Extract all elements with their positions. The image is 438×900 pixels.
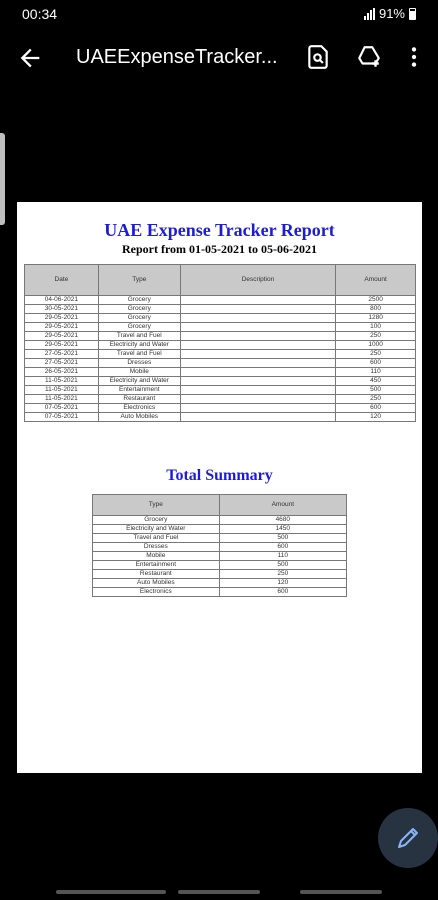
cell-amount: 250 (336, 350, 416, 359)
cell-type: Electricity and Water (93, 525, 220, 534)
cell-type: Electronics (93, 588, 220, 597)
status-indicators (364, 6, 416, 21)
cell-date: 26-05-2021 (25, 368, 99, 377)
cell-date: 27-05-2021 (25, 359, 99, 368)
scroll-handle[interactable] (0, 133, 5, 225)
column-header: Type (93, 495, 220, 516)
table-row (25, 314, 416, 323)
cell-type: Auto Mobiles (93, 579, 220, 588)
cell-description (180, 323, 335, 332)
cell-type: Dresses (98, 359, 180, 368)
status-bar (0, 0, 438, 30)
cell-date: 29-05-2021 (25, 341, 99, 350)
column-header: Type (98, 265, 180, 296)
cell-date: 07-05-2021 (25, 413, 99, 422)
edit-button[interactable] (378, 808, 438, 868)
table-row (25, 350, 416, 359)
find-in-page-icon[interactable] (305, 44, 331, 70)
table-row (25, 368, 416, 377)
table-row (25, 413, 416, 422)
table-row (93, 534, 347, 543)
cell-type: Grocery (98, 296, 180, 305)
cell-type: Mobile (93, 552, 220, 561)
cell-amount: 600 (336, 404, 416, 413)
cell-amount: 110 (219, 552, 346, 561)
cell-description (180, 332, 335, 341)
cell-amount: 4680 (219, 516, 346, 525)
cell-date: 11-05-2021 (25, 377, 99, 386)
cell-amount: 500 (219, 534, 346, 543)
more-vert-icon[interactable] (401, 44, 427, 70)
cell-date: 29-05-2021 (25, 323, 99, 332)
app-toolbar (0, 30, 438, 86)
table-row (93, 543, 347, 552)
cell-description (180, 404, 335, 413)
cell-amount: 800 (336, 305, 416, 314)
table-row (25, 359, 416, 368)
pdf-page (17, 202, 422, 773)
cell-amount: 110 (336, 368, 416, 377)
cell-type: Grocery (98, 305, 180, 314)
cell-amount: 1000 (336, 341, 416, 350)
cell-type: Restaurant (93, 570, 220, 579)
cell-description (180, 314, 335, 323)
table-row (93, 561, 347, 570)
table-row (25, 332, 416, 341)
cell-date: 27-05-2021 (25, 350, 99, 359)
cell-description (180, 305, 335, 314)
cell-type: Travel and Fuel (98, 332, 180, 341)
signal-icon (364, 8, 375, 20)
table-row (25, 404, 416, 413)
cell-amount: 120 (336, 413, 416, 422)
cell-type: Electricity and Water (98, 341, 180, 350)
cell-amount: 250 (219, 570, 346, 579)
status-time: 00:34 (22, 6, 58, 22)
cell-amount: 1280 (336, 314, 416, 323)
cell-date: 11-05-2021 (25, 395, 99, 404)
cell-amount: 120 (219, 579, 346, 588)
cell-type: Entertainment (98, 386, 180, 395)
cell-type: Electricity and Water (98, 377, 180, 386)
table-row (93, 588, 347, 597)
summary-title: Total Summary (166, 467, 273, 484)
cell-type: Dresses (93, 543, 220, 552)
cell-amount: 250 (336, 395, 416, 404)
table-row (25, 386, 416, 395)
table-row (25, 377, 416, 386)
cell-type: Grocery (93, 516, 220, 525)
table-row (93, 525, 347, 534)
summary-table (92, 494, 347, 597)
column-header: Description (180, 265, 335, 296)
cell-description (180, 368, 335, 377)
document-title: UAEExpenseTracker... (76, 46, 278, 68)
table-row (25, 395, 416, 404)
table-row (25, 341, 416, 350)
cell-type: Travel and Fuel (98, 350, 180, 359)
cell-type: Mobile (98, 368, 180, 377)
back-arrow-icon[interactable] (16, 44, 44, 72)
cell-amount: 250 (336, 332, 416, 341)
table-row (93, 570, 347, 579)
nav-pill-left (56, 890, 166, 894)
battery-percentage: 91% (378, 6, 405, 21)
cell-type: Restaurant (98, 395, 180, 404)
cell-date: 07-05-2021 (25, 404, 99, 413)
cell-type: Entertainment (93, 561, 220, 570)
cell-description (180, 386, 335, 395)
cell-amount: 500 (336, 386, 416, 395)
gesture-nav-bar (0, 886, 438, 900)
cell-amount: 500 (219, 561, 346, 570)
cell-description (180, 341, 335, 350)
report-date-range: Report from 01-05-2021 to 05-06-2021 (121, 242, 318, 256)
cell-amount: 100 (336, 323, 416, 332)
cell-type: Travel and Fuel (93, 534, 220, 543)
table-row (93, 579, 347, 588)
cell-type: Auto Mobiles (98, 413, 180, 422)
table-row (93, 552, 347, 561)
cell-date: 30-05-2021 (25, 305, 99, 314)
column-header: Amount (336, 265, 416, 296)
cell-description (180, 350, 335, 359)
cell-amount: 450 (336, 377, 416, 386)
edit-pencil-icon (378, 808, 438, 868)
report-title: UAE Expense Tracker Report (104, 220, 335, 240)
table-row (25, 305, 416, 314)
column-header: Amount (219, 495, 346, 516)
cell-amount: 1450 (219, 525, 346, 534)
table-row (25, 296, 416, 305)
cell-type: Electronics (98, 404, 180, 413)
cell-description (180, 359, 335, 368)
table-row (93, 516, 347, 525)
cell-description (180, 377, 335, 386)
cell-description (180, 395, 335, 404)
cell-type: Grocery (98, 323, 180, 332)
cell-description (180, 413, 335, 422)
battery-icon (409, 8, 416, 20)
nav-pill-right (300, 890, 382, 894)
cell-amount: 2500 (336, 296, 416, 305)
cell-description (180, 296, 335, 305)
column-header: Date (25, 265, 99, 296)
cell-type: Grocery (98, 314, 180, 323)
add-to-drive-icon[interactable] (356, 44, 382, 70)
cell-amount: 600 (219, 588, 346, 597)
table-row (25, 323, 416, 332)
expense-table (24, 264, 416, 422)
cell-date: 11-05-2021 (25, 386, 99, 395)
cell-amount: 600 (219, 543, 346, 552)
cell-date: 29-05-2021 (25, 332, 99, 341)
nav-pill-center (178, 890, 260, 894)
cell-amount: 600 (336, 359, 416, 368)
cell-date: 04-06-2021 (25, 296, 99, 305)
cell-date: 29-05-2021 (25, 314, 99, 323)
